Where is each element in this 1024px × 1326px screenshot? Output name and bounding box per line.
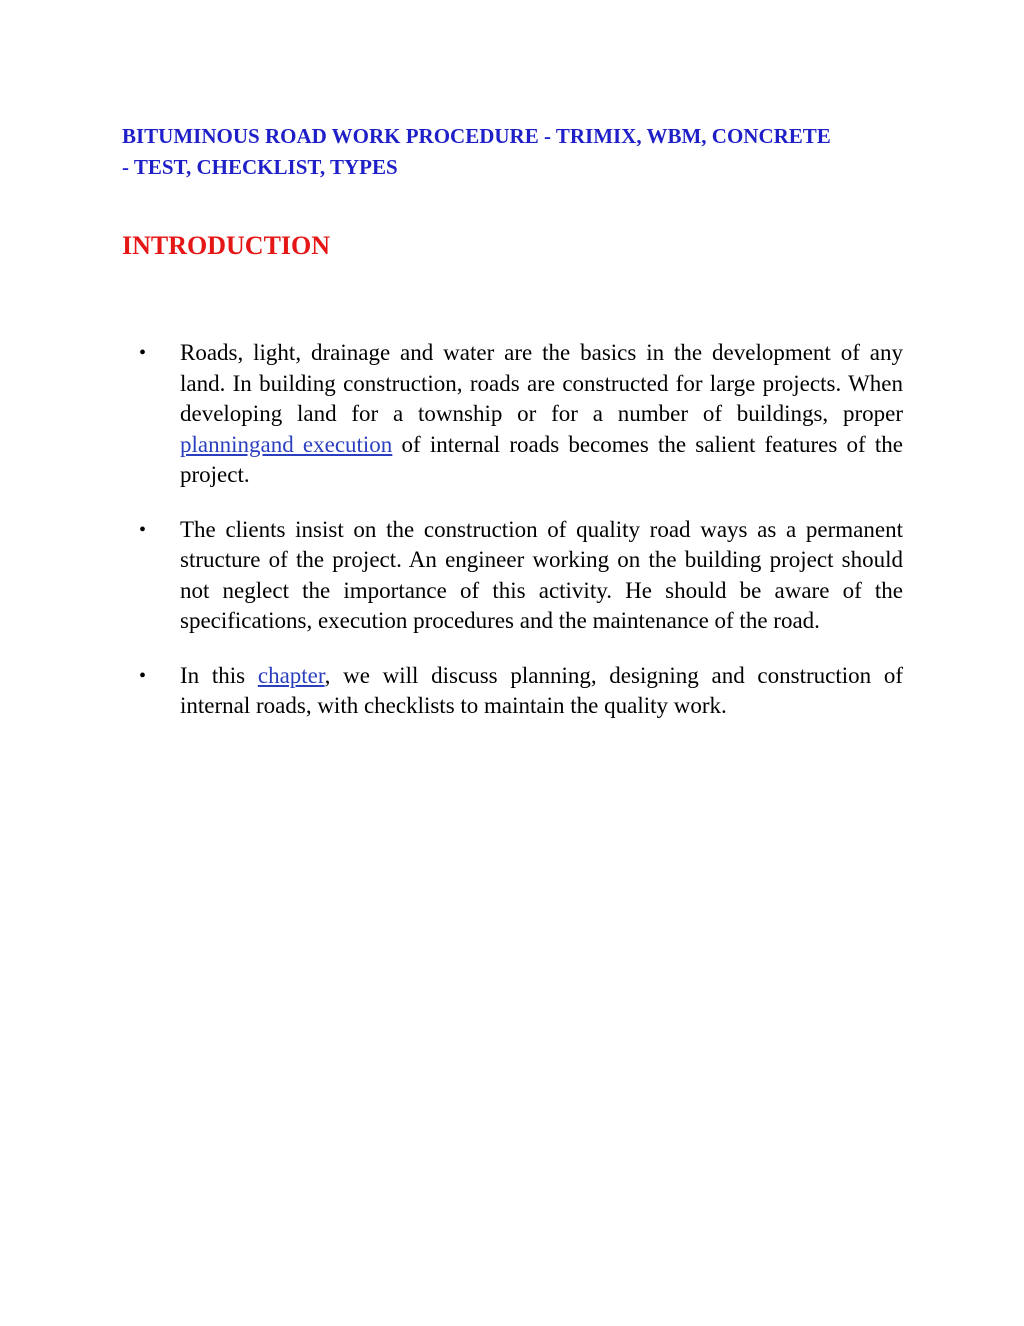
bullet-icon: •	[139, 518, 147, 541]
bullet-text: The clients insist on the construction of quality road ways as a permanent structure of the project. An engineer working on the building project should not neglect the importance of this activity. He should be aware of the specifications, execution procedures and the maintenance of the road.	[180, 516, 903, 633]
bullet-item-clients	[0, 515, 903, 637]
planning-execution-link[interactable]: planningand execution	[180, 431, 393, 457]
bullet-text-after-link: of internal roads becomes the salient features of the project.	[180, 431, 903, 487]
bullet-text-before-link: Roads, light, drainage and water are the basics in the development of any land. In building construction, roads are constructed for large projects. When developing land for a township or for a number of buildings, proper	[180, 340, 903, 426]
introduction-bullet-list	[0, 338, 1024, 746]
chapter-link[interactable]: chapter	[257, 662, 325, 688]
bullet-text-after-link: , we will discuss planning, designing and construction of internal roads, with checklists to maintain the quality work.	[180, 662, 904, 718]
bullet-item-chapter	[0, 661, 903, 722]
bullet-text-before-link: In this	[180, 662, 258, 688]
bullet-icon: •	[139, 664, 147, 687]
bullet-icon: •	[139, 342, 147, 364]
bullet-item-development	[0, 338, 903, 491]
section-heading-introduction: INTRODUCTION	[122, 231, 331, 260]
document-title: BITUMINOUS ROAD WORK PROCEDURE - TRIMIX, WBM, CONCRETE - TEST, CHECKLIST, TYPES	[122, 124, 831, 179]
